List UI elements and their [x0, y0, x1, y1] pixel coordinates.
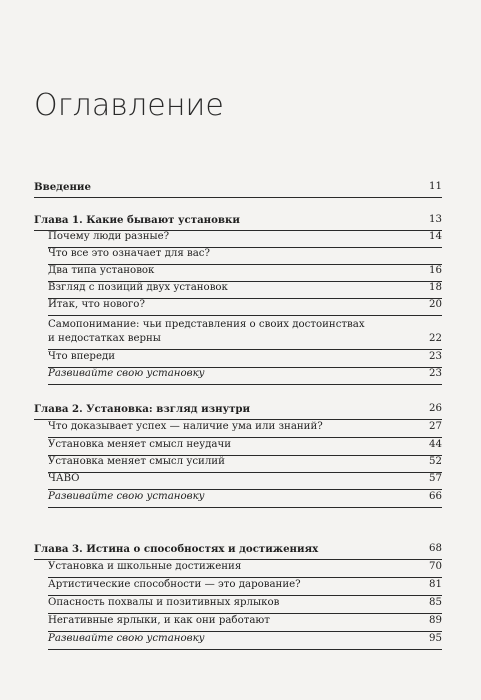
toc-entry-ch1-two-views[interactable]: [48, 281, 442, 299]
toc-entry-ch3-negative[interactable]: [48, 614, 442, 632]
toc-page-number: 57: [429, 473, 442, 484]
toc-entry-ch1-self-understanding[interactable]: [48, 318, 442, 350]
toc-page-number: 70: [429, 561, 442, 572]
toc-page-number: 13: [429, 214, 442, 225]
toc-entry-title: Установка и школьные достижения: [48, 561, 242, 572]
toc-entry-ch1-develop[interactable]: [48, 367, 442, 385]
toc-page-number: 95: [429, 633, 442, 644]
toc-entry-ch2-effort[interactable]: [48, 455, 442, 473]
toc-page-number: 11: [429, 181, 442, 192]
toc-entry-ch1-what-it-means[interactable]: [48, 247, 442, 265]
toc-entry-ch1-whats-ahead[interactable]: [48, 350, 442, 368]
toc-entry-title: Два типа установок: [48, 265, 155, 276]
toc-entry-intro[interactable]: [34, 180, 442, 198]
toc-page-number: 23: [429, 351, 442, 362]
toc-entry-title: Негативные ярлыки, и как они работают: [48, 615, 270, 626]
toc-page-number: 89: [429, 615, 442, 626]
toc-entry-ch2-success[interactable]: [48, 420, 442, 438]
toc-entry-title: Установка меняет смысл неудачи: [48, 439, 232, 450]
page-title: Оглавление: [34, 88, 224, 123]
toc-page-number: 81: [429, 579, 442, 590]
toc-entry-title: ЧАВО: [48, 473, 80, 484]
toc-entry-ch2-develop[interactable]: [48, 490, 442, 508]
toc-page-number: 23: [429, 368, 442, 379]
toc-entry-chapter-2[interactable]: [34, 402, 442, 420]
toc-page-number: 16: [429, 265, 442, 276]
toc-entry-title: Артистические способности — это дарование?: [48, 579, 301, 590]
toc-page-number: 68: [429, 543, 442, 554]
toc-entry-title: Развивайте свою установку: [48, 491, 205, 502]
toc-entry-ch3-artistic[interactable]: [48, 578, 442, 596]
toc-entry-title: Взгляд с позиций двух установок: [48, 282, 228, 293]
toc-entry-ch3-develop[interactable]: [48, 632, 442, 650]
toc-page-number: 44: [429, 439, 442, 450]
toc-page-number: 85: [429, 597, 442, 608]
toc-entry-title: Что впереди: [48, 351, 116, 362]
toc-entry-chapter-3[interactable]: [34, 542, 442, 560]
toc-entry-chapter-1[interactable]: [34, 213, 442, 231]
toc-entry-title: Самопонимание: чьи представления о своих достоинствах и недостатках верны: [48, 319, 365, 344]
toc-entry-title: Почему люди разные?: [48, 231, 170, 242]
toc-entry-ch1-whats-new[interactable]: [48, 298, 442, 316]
toc-page-number: 20: [429, 299, 442, 310]
toc-page-number: 22: [429, 333, 442, 344]
toc-entry-title: Глава 3. Истина о способностях и достижениях: [34, 543, 319, 555]
toc-entry-title: Развивайте свою установку: [48, 633, 205, 644]
toc-page-number: 66: [429, 491, 442, 502]
toc-entry-ch1-two-types[interactable]: [48, 264, 442, 282]
toc-entry-ch3-praise[interactable]: [48, 596, 442, 614]
toc-entry-ch1-why-people-different[interactable]: [48, 230, 442, 248]
toc-page-number: 27: [429, 421, 442, 432]
toc-entry-title: Итак, что нового?: [48, 299, 145, 310]
toc-entry-title: Что все это означает для вас?: [48, 248, 210, 259]
toc-entry-title: Установка меняет смысл усилий: [48, 456, 225, 467]
toc-entry-title: Опасность похвалы и позитивных ярлыков: [48, 597, 280, 608]
toc-entry-ch2-failure[interactable]: [48, 438, 442, 456]
toc-entry-title: Развивайте свою установку: [48, 368, 205, 379]
toc-entry-title: Глава 1. Какие бывают установки: [34, 214, 240, 226]
toc-entry-title: Введение: [34, 181, 91, 193]
toc-entry-title: Глава 2. Установка: взгляд изнутри: [34, 403, 251, 415]
toc-entry-title: Что доказывает успех — наличие ума или знаний?: [48, 421, 323, 432]
toc-page-number: 52: [429, 456, 442, 467]
toc-page-number: 18: [429, 282, 442, 293]
toc-page-number: 26: [429, 403, 442, 414]
toc-page-number: 14: [429, 231, 442, 242]
toc-entry-ch2-faq[interactable]: [48, 472, 442, 490]
toc-entry-ch3-school[interactable]: [48, 560, 442, 578]
